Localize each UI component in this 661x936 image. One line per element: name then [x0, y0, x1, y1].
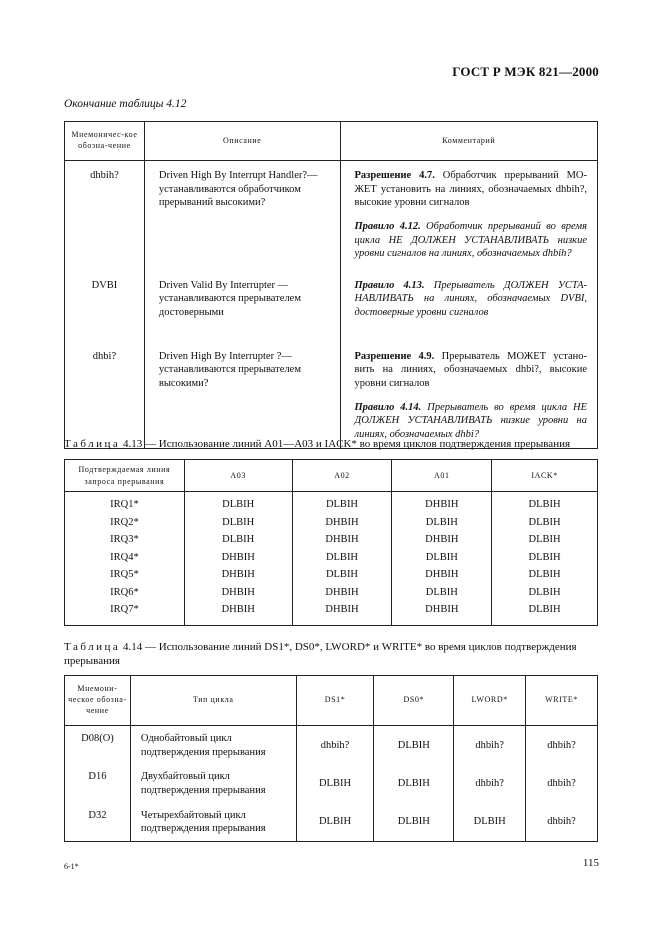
- table-row: [65, 271, 598, 342]
- rule-label: Правило 4.14.: [354, 401, 422, 413]
- mnemonic-cell: D08(O): [65, 726, 131, 765]
- signal-level-cell: DLBIH: [492, 601, 598, 625]
- column-header-iack: IACK*: [492, 460, 598, 492]
- table-title-text: 4.13 — Использование линий А01—А03 и IACK* во время циклов подтверждения прерывания: [123, 438, 571, 450]
- interrupt-line-cell: IRQ2*: [65, 514, 185, 532]
- signal-level-cell: DLBIH: [492, 566, 598, 584]
- interrupt-line-cell: IRQ1*: [65, 492, 185, 514]
- table-row: [65, 584, 598, 602]
- table-4-13: [64, 459, 598, 626]
- comment-rule: [355, 401, 587, 442]
- table-row: [65, 531, 598, 549]
- table-row: [65, 601, 598, 625]
- signal-level-cell: DLBIH: [492, 492, 598, 514]
- signal-level-cell: DLBIH: [454, 803, 526, 842]
- table-4-12-continuation-caption: Окончание таблицы 4.12: [64, 98, 187, 110]
- table-title-text: 4.14 — Использование линий DS1*, DS0*, LWORD* и WRITE* во время циклов подтверждения прерывания: [64, 641, 577, 668]
- table-row: [65, 726, 598, 765]
- interrupt-line-cell: IRQ7*: [65, 601, 185, 625]
- column-header-ds0: DS0*: [374, 676, 454, 726]
- mnemonic-cell: dhbih?: [65, 161, 145, 271]
- signal-level-cell: DHBIH: [184, 601, 292, 625]
- signal-level-cell: DLBIH: [184, 492, 292, 514]
- column-header-cycle-type: Тип цикла: [130, 676, 296, 726]
- footer-signature-mark: 6-1*: [64, 862, 79, 871]
- signal-level-cell: dhbih?: [526, 803, 598, 842]
- table-4-13-title: [64, 438, 604, 450]
- signal-level-cell: DLBIH: [492, 514, 598, 532]
- signal-level-cell: DHBIH: [184, 566, 292, 584]
- signal-level-cell: DLBIH: [292, 549, 392, 567]
- signal-level-cell: DHBIH: [184, 549, 292, 567]
- table-row: [65, 161, 598, 271]
- description-cell: Driven High By Interrupt Handler?— устанавливаются обработчиком прерываний высокими?: [144, 161, 340, 271]
- rule-text: Прерыватель ДОЛЖЕН УСТА-НАВЛИВАТЬ на линиях, обозначаемых DVBI, достоверные уровни сигналов: [354, 279, 587, 319]
- column-header-a03: А03: [184, 460, 292, 492]
- mnemonic-cell: D32: [65, 803, 131, 842]
- signal-level-cell: dhbih?: [526, 726, 598, 765]
- table-label: Таблица: [64, 641, 121, 653]
- rule-text: Обработчик прерываний во время цикла НЕ ДОЛЖЕН УСТАНАВЛИВАТЬ низкие уровни сигналов на линиях, обозначаемых dhbih?: [354, 220, 588, 260]
- column-header-ds1: DS1*: [296, 676, 374, 726]
- column-header-interrupt-line: Подтверждаемая линия запроса прерывания: [65, 460, 185, 492]
- table-4-14-title: [64, 640, 600, 669]
- signal-level-cell: DLBIH: [292, 566, 392, 584]
- table-row: [65, 764, 598, 802]
- signal-level-cell: DHBIH: [292, 584, 392, 602]
- signal-level-cell: DLBIH: [392, 584, 492, 602]
- signal-level-cell: dhbih?: [296, 726, 374, 765]
- signal-level-cell: DLBIH: [374, 764, 454, 802]
- comment-cell: [340, 271, 597, 342]
- column-header-a01: А01: [392, 460, 492, 492]
- rule-label: Правило 4.12.: [354, 220, 421, 232]
- comment-cell: [340, 161, 597, 271]
- description-cell: Driven Valid By Interrupter — устанавливаются прерывателем достоверными: [144, 271, 340, 342]
- table-row: [65, 342, 598, 448]
- table-label: Таблица: [64, 438, 121, 450]
- signal-level-cell: DLBIH: [492, 531, 598, 549]
- table-row: [65, 492, 598, 514]
- comment-cell: [340, 342, 597, 448]
- signal-level-cell: DLBIH: [392, 514, 492, 532]
- signal-level-cell: DLBIH: [374, 803, 454, 842]
- signal-level-cell: DLBIH: [292, 492, 392, 514]
- column-header-write: WRITE*: [526, 676, 598, 726]
- signal-level-cell: DLBIH: [184, 531, 292, 549]
- column-header-mnemonic: Мнемоничес-кое обозна-чение: [65, 122, 145, 161]
- rule-label: Правило 4.13.: [354, 279, 425, 291]
- signal-level-cell: DLBIH: [296, 764, 374, 802]
- signal-level-cell: DHBIH: [392, 531, 492, 549]
- table-row: [65, 514, 598, 532]
- mnemonic-cell: DVBI: [65, 271, 145, 342]
- table-row: [65, 549, 598, 567]
- signal-level-cell: DLBIH: [492, 549, 598, 567]
- permission-text: Прерыватель МОЖЕТ устано-вить на линиях, обозначаемых dhbi?, высокие уровни сигналов: [354, 350, 588, 390]
- signal-level-cell: dhbih?: [454, 726, 526, 765]
- mnemonic-cell: D16: [65, 764, 131, 802]
- signal-level-cell: DLBIH: [492, 584, 598, 602]
- permission-label: Разрешение 4.7.: [354, 170, 435, 181]
- cycle-type-cell: Двухбайтовый цикл подтверждения прерывания: [130, 764, 296, 802]
- table-row: [65, 566, 598, 584]
- signal-level-cell: DHBIH: [292, 601, 392, 625]
- page-number: 115: [582, 857, 599, 869]
- signal-level-cell: DHBIH: [392, 566, 492, 584]
- permission-text: Обработчик прерываний МО-ЖЕТ установить на линиях, обозначаемых dhbih?, высокие уровни сигналов: [354, 170, 588, 209]
- signal-level-cell: DLBIH: [296, 803, 374, 842]
- mnemonic-cell: dhbi?: [65, 342, 145, 448]
- signal-level-cell: DHBIH: [392, 492, 492, 514]
- signal-level-cell: DLBIH: [374, 726, 454, 765]
- table-4-14: [64, 675, 598, 842]
- column-header-a02: А02: [292, 460, 392, 492]
- interrupt-line-cell: IRQ4*: [65, 549, 185, 567]
- comment-permission: [355, 350, 587, 391]
- rule-text: Прерыватель во время цикла НЕ ДОЛЖЕН УСТАНАВЛИВАТЬ низкие уровни на линиях, обозначаемых dhbi?: [354, 401, 588, 440]
- column-header-comment: Комментарий: [340, 122, 597, 161]
- signal-level-cell: DLBIH: [392, 549, 492, 567]
- column-header-description: Описание: [144, 122, 340, 161]
- interrupt-line-cell: IRQ3*: [65, 531, 185, 549]
- comment-rule: [355, 279, 587, 320]
- interrupt-line-cell: IRQ6*: [65, 584, 185, 602]
- column-header-lword: LWORD*: [454, 676, 526, 726]
- signal-level-cell: dhbih?: [526, 764, 598, 802]
- comment-permission: [355, 169, 587, 210]
- column-header-mnemonic: Мнемони-ческое обозна-чение: [65, 676, 131, 726]
- document-standard-header: ГОСТ Р МЭК 821—2000: [452, 64, 599, 79]
- interrupt-line-cell: IRQ5*: [65, 566, 185, 584]
- signal-level-cell: DHBIH: [292, 514, 392, 532]
- signal-level-cell: DHBIH: [184, 584, 292, 602]
- comment-rule: [355, 220, 587, 261]
- description-cell: Driven High By Interrupter ?— устанавливаются прерывателем высокими?: [144, 342, 340, 448]
- permission-label: Разрешение 4.9.: [354, 350, 435, 362]
- signal-level-cell: dhbih?: [454, 764, 526, 802]
- signal-level-cell: DHBIH: [392, 601, 492, 625]
- signal-level-cell: DHBIH: [292, 531, 392, 549]
- table-4-12: [64, 121, 598, 449]
- cycle-type-cell: Однобайтовый цикл подтверждения прерывания: [130, 726, 296, 765]
- cycle-type-cell: Четырехбайтовый цикл подтверждения прерывания: [130, 803, 296, 842]
- table-row: [65, 803, 598, 842]
- signal-level-cell: DLBIH: [184, 514, 292, 532]
